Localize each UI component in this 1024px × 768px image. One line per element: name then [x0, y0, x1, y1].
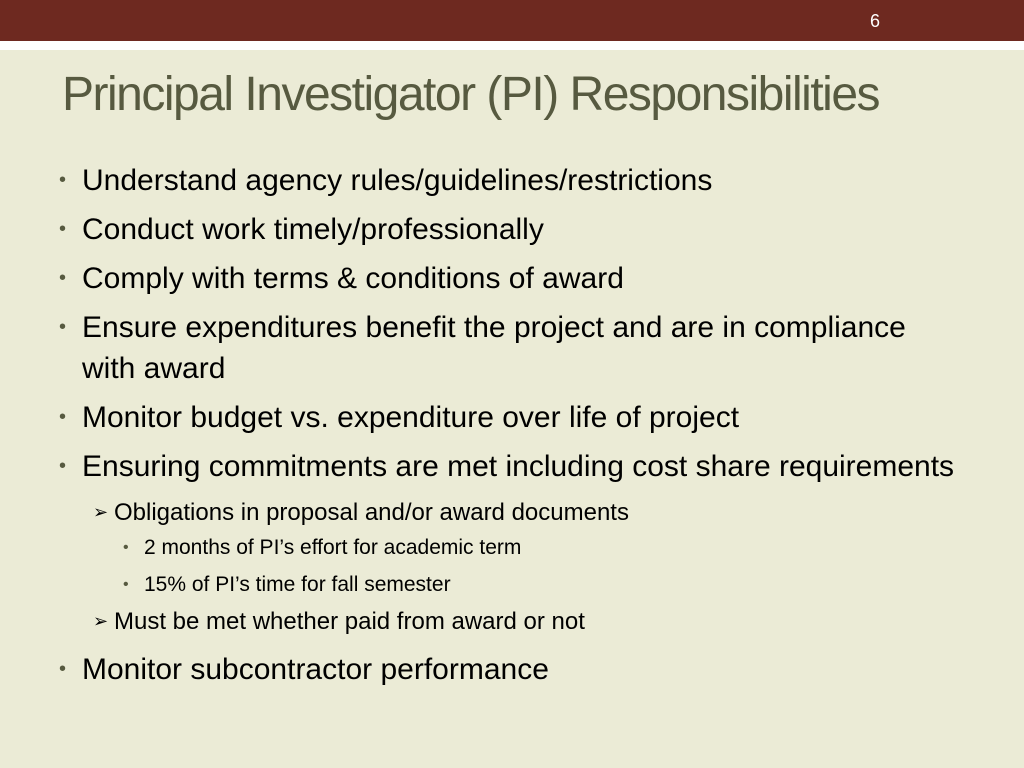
sub-bullet-text: Obligations in proposal and/or award documents: [114, 499, 629, 526]
bullet-dot-icon: •: [123, 539, 129, 556]
header-divider: [0, 41, 1024, 50]
bullet-item: [0, 307, 1024, 389]
bullet-dot-icon: •: [59, 406, 67, 428]
sub-sub-bullet-text: 2 months of PI’s effort for academic term: [144, 536, 522, 559]
sub-bullet-item: [0, 497, 1024, 528]
bullet-item: [0, 258, 1024, 299]
slide-title: Principal Investigator (PI) Responsibilities: [62, 68, 880, 121]
sub-sub-bullet-text: 15% of PI’s time for fall semester: [144, 573, 451, 596]
bullet-item: [0, 397, 1024, 438]
bullet-text: Conduct work timely/professionally: [82, 213, 544, 246]
arrow-right-icon: ➢: [93, 611, 109, 631]
bullet-dot-icon: •: [59, 316, 67, 338]
bullet-item: [0, 209, 1024, 250]
slide-number: 6: [869, 11, 880, 31]
bullet-text: Ensuring commitments are met including cost share requirements: [82, 450, 955, 483]
bullet-text: Monitor subcontractor performance: [82, 653, 549, 686]
sub-bullet-item: [0, 606, 1024, 637]
bullet-item: [0, 160, 1024, 201]
bullet-item: [0, 446, 1024, 487]
bullet-dot-icon: •: [59, 658, 67, 680]
bullet-dot-icon: •: [59, 455, 67, 477]
bullet-dot-icon: •: [59, 267, 67, 289]
bullet-text: Understand agency rules/guidelines/restrictions: [82, 164, 713, 197]
bullet-item: [0, 649, 1024, 690]
slide-header-bar: [0, 0, 1024, 41]
sub-bullet-text: Must be met whether paid from award or not: [114, 608, 585, 635]
bullet-dot-icon: •: [59, 218, 67, 240]
bullet-list: [0, 160, 1024, 690]
bullet-text: Comply with terms & conditions of award: [82, 262, 624, 295]
sub-sub-bullet-item: [0, 570, 1024, 600]
bullet-text: Monitor budget vs. expenditure over life of project: [82, 401, 740, 434]
sub-sub-bullet-item: [0, 533, 1024, 563]
arrow-right-icon: ➢: [93, 502, 109, 522]
bullet-dot-icon: •: [123, 576, 129, 593]
bullet-dot-icon: •: [59, 169, 67, 191]
bullet-text: Ensure expenditures benefit the project and are in compliance with award: [82, 311, 906, 385]
